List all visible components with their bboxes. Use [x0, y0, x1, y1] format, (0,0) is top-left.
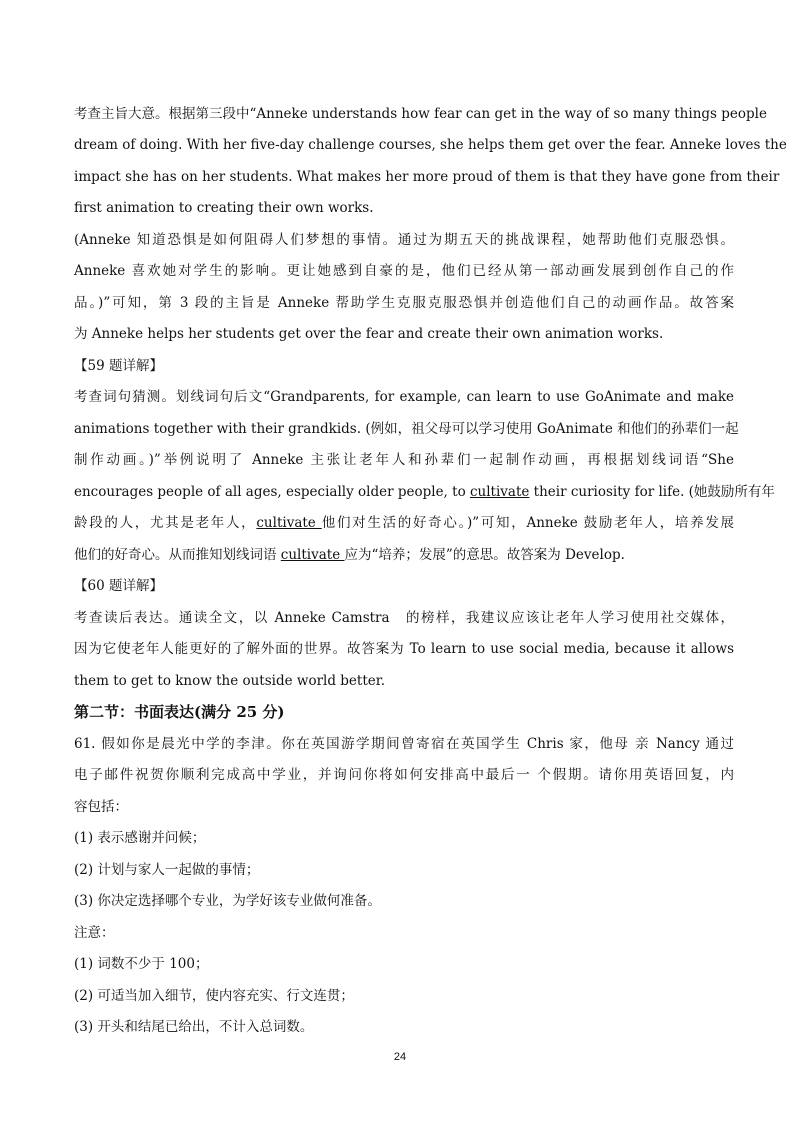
- para58-line-4: first animation to creating their own works.: [74, 200, 374, 216]
- q61-item-1: (1) 表示感谢并问候；: [74, 830, 206, 846]
- note-item-2: (2) 可适当加入细节，使内容充实、行文连贯；: [74, 988, 354, 1004]
- line-text: 他们的好奇心。从而推知划线词语: [74, 547, 281, 563]
- para59-line-3: 制作动画。)”举例说明了 Anneke 主张让老年人和孙辈们一起制作动画，再根据划线词语“She: [74, 452, 734, 468]
- para60-line-2: 因为它使老年人能更好的了解外面的世界。故答案为 To learn to use social media, because it allows: [74, 641, 734, 657]
- line-text: 龄段的人，尤其是老年人，: [74, 515, 257, 531]
- para59-line-6: [74, 545, 734, 565]
- notes-label: 注意：: [74, 925, 115, 941]
- para58-line-5: (Anneke 知道恐惧是如何阻碍人们梦想的事情。通过为期五天的挑战课程，她帮助他们克服恐惧。: [74, 232, 734, 248]
- page-number: 24: [393, 1051, 407, 1063]
- note-item-3: (3) 开头和结尾已给出，不计入总词数。: [74, 1019, 314, 1035]
- underlined-word: cultivate: [469, 484, 530, 500]
- para58-line-2: dream of doing. With her five-day challenge courses, she helps them get over the fear. Anneke loves the: [74, 137, 787, 153]
- line-text: their curiosity for life. (她鼓励所有年: [529, 484, 775, 500]
- section-heading: 第二节：书面表达(满分 25 分): [74, 703, 285, 721]
- para59-line-5: [74, 513, 734, 533]
- line-text: 应为“培养；发展”的意思。故答案为 Develop.: [344, 547, 625, 563]
- underlined-word: cultivate: [280, 547, 345, 563]
- q61-line-3: 容包括：: [74, 799, 128, 815]
- para58-line-7: 品。)”可知，第 3 段的主旨是 Anneke 帮助学生克服克服恐惧并创造他们自己的动画作品。故答案: [74, 295, 734, 311]
- line-text: encourages people of all ages, especially older people, to: [74, 484, 470, 500]
- para59-line-1: 考查词句猜测。划线词句后文“Grandparents, for example, can learn to use GoAnimate and make: [74, 389, 734, 405]
- q60-heading: 【60 题详解】: [74, 578, 163, 594]
- line-text: 他们对生活的好奇心。)”可知，Anneke 鼓励老年人，培养发展: [321, 515, 735, 531]
- underlined-word: cultivate: [256, 515, 322, 531]
- note-item-1: (1) 词数不少于 100；: [74, 956, 209, 972]
- para58-line-8: 为 Anneke helps her students get over the fear and create their own animation works.: [74, 326, 664, 342]
- q59-heading: 【59 题详解】: [74, 358, 163, 374]
- q61-item-2: (2) 计划与家人一起做的事情；: [74, 862, 260, 878]
- q61-item-3: (3) 你决定选择哪个专业，为学好该专业做何准备。: [74, 893, 381, 909]
- para60-line-3: them to get to know the outside world better.: [74, 673, 386, 689]
- para60-line-1: 考查读后表达。通读全文，以 Anneke Camstra 的榜样，我建议应该让老年人学习使用社交媒体，: [74, 610, 734, 626]
- q61-line-1: 61. 假如你是晨光中学的李津。你在英国游学期间曾寄宿在英国学生 Chris 家，他母 亲 Nancy 通过: [74, 736, 734, 752]
- para59-line-4: [74, 482, 775, 502]
- para58-line-6: Anneke 喜欢她对学生的影响。更让她感到自豪的是，他们已经从第一部动画发展到创作自己的作: [74, 263, 734, 279]
- q61-line-2: 电子邮件祝贺你顺利完成高中学业，并询问你将如何安排高中最后一 个假期。请你用英语回复，内: [74, 767, 734, 783]
- para59-line-2: animations together with their grandkids. (例如，祖父母可以学习使用 GoAnimate 和他们的孙辈们一起: [74, 421, 739, 437]
- para58-line-1: 考查主旨大意。根据第三段中“Anneke understands how fear can get in the way of so many things people: [74, 106, 767, 122]
- para58-line-3: impact she has on her students. What makes her more proud of them is that they have gone from their: [74, 169, 780, 185]
